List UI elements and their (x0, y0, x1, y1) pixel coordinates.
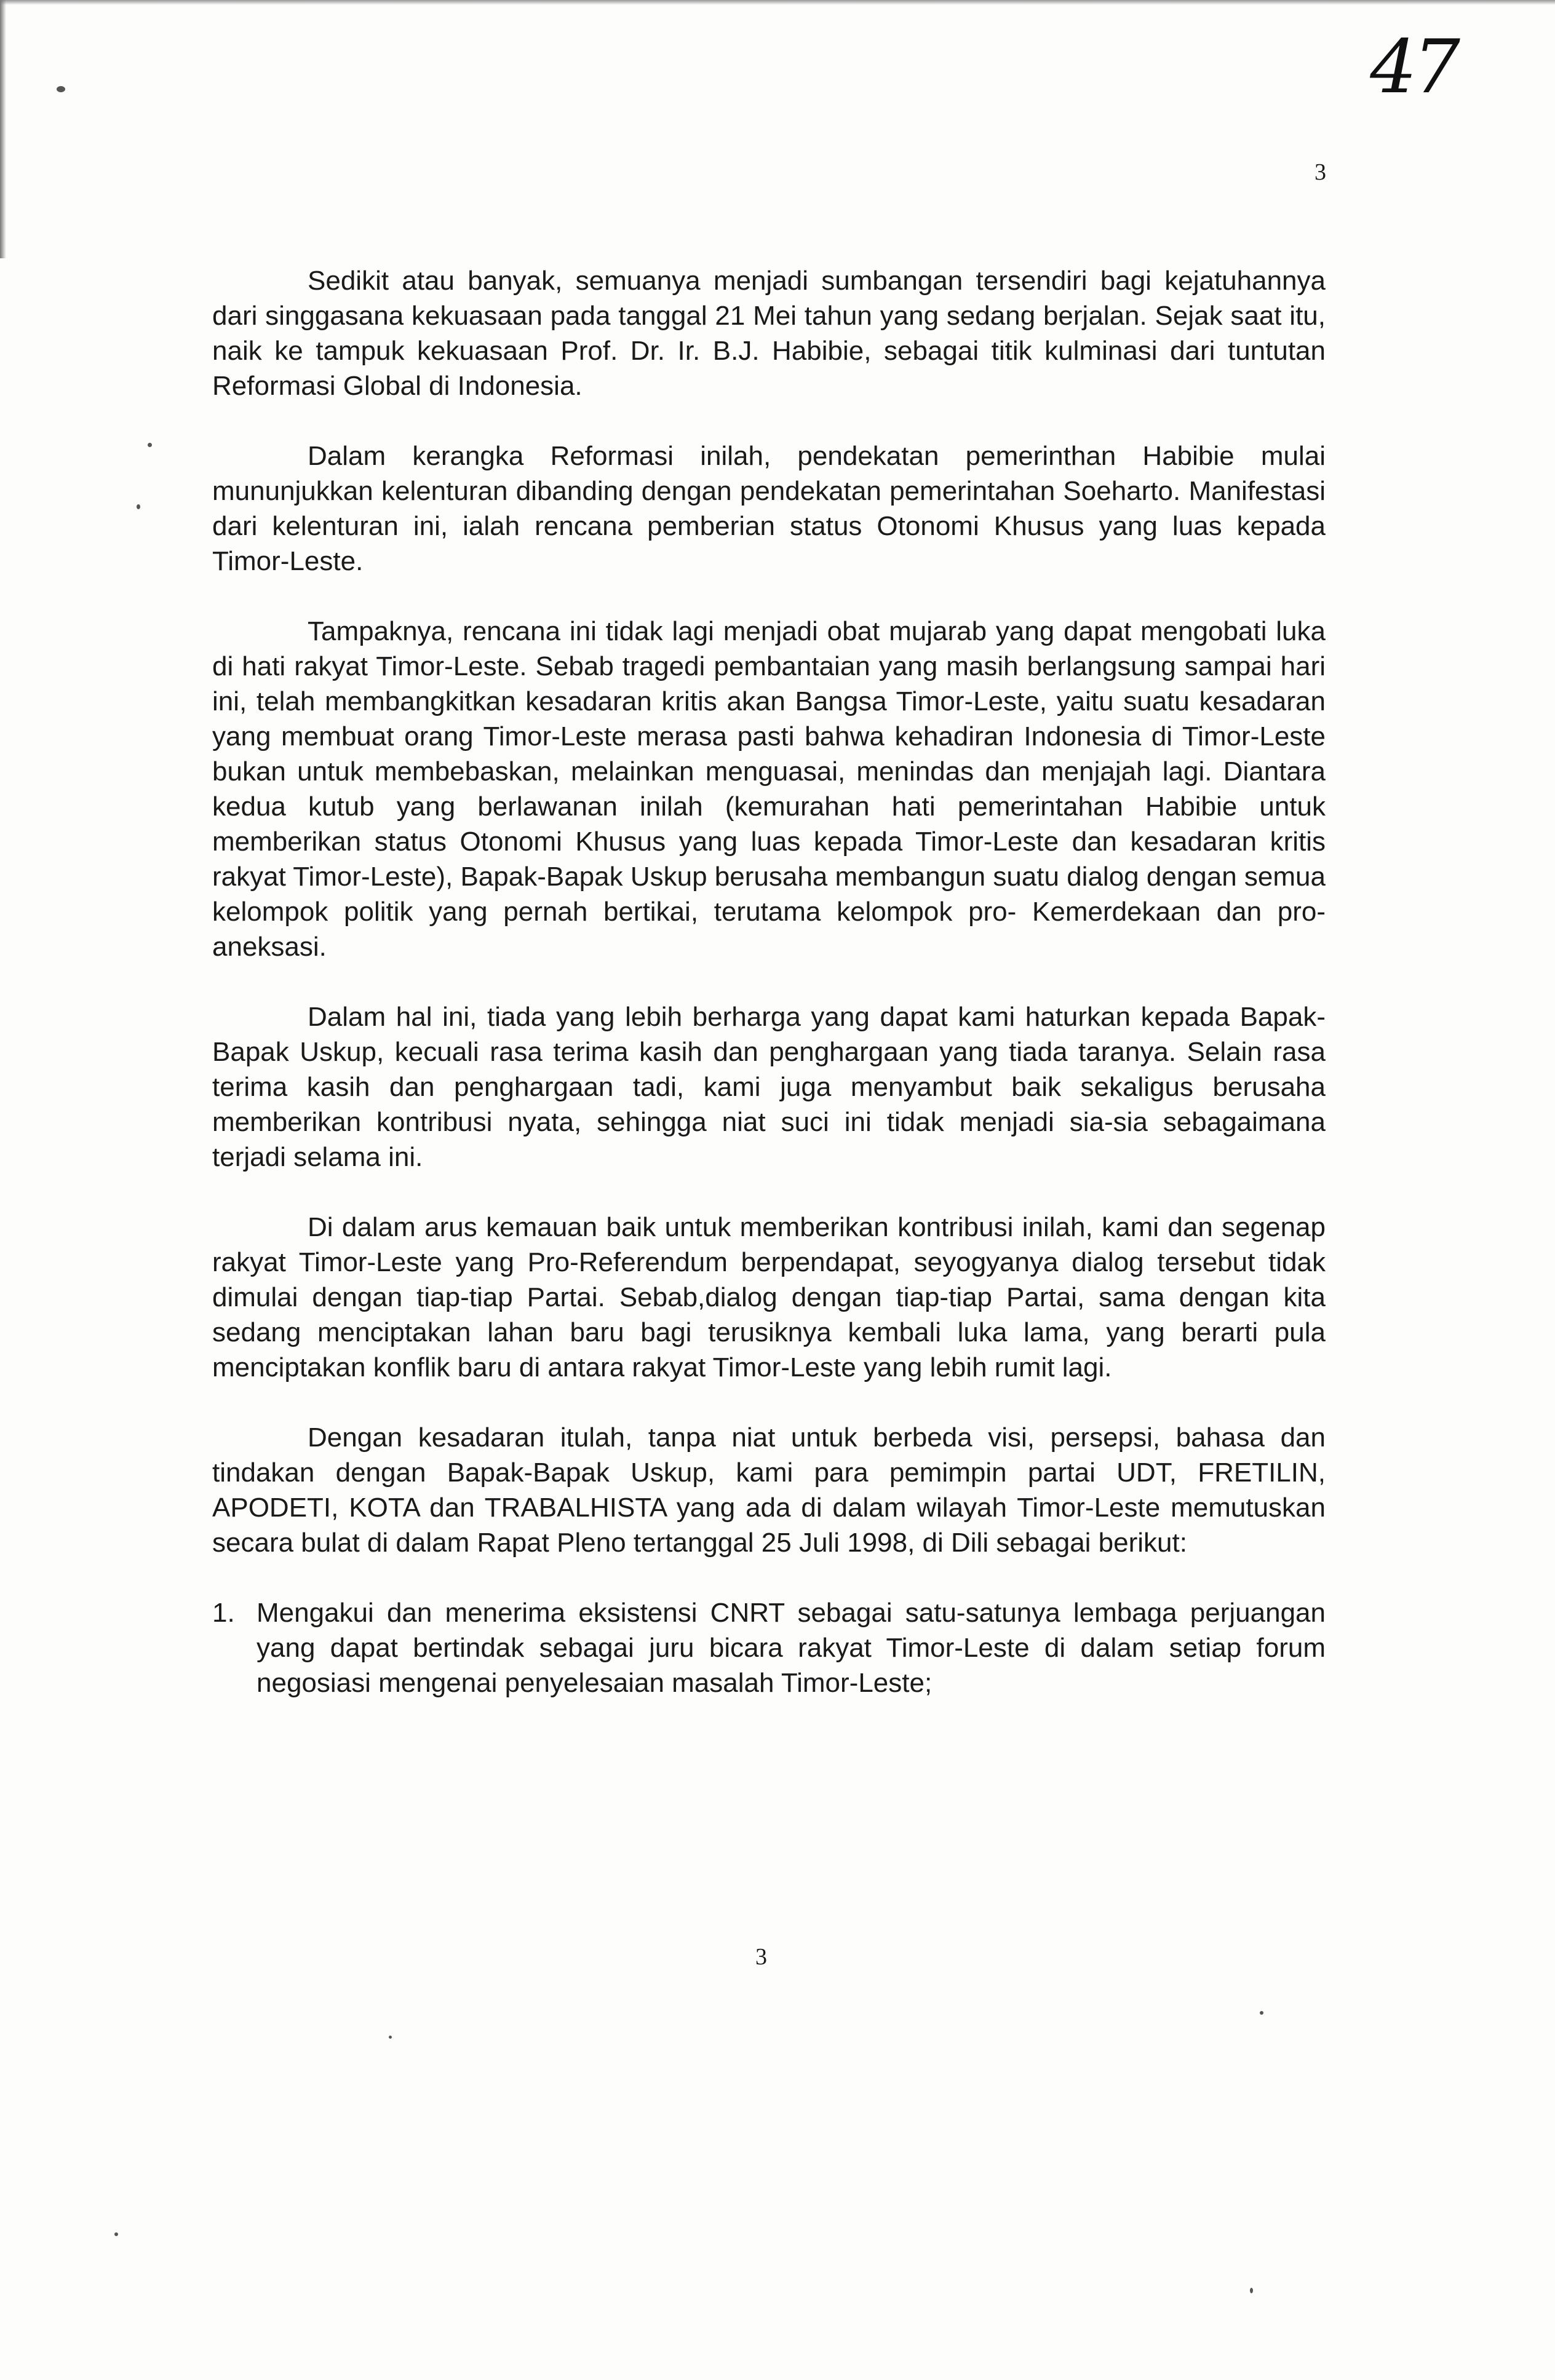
decision-number: 1. (212, 1598, 235, 1628)
document-body (212, 263, 1326, 1700)
paragraph-4: Dalam hal ini, tiada yang lebih berharga yang dapat kami haturkan kepada Bapak-Bapak Uskup, kecuali rasa terima kasih dan penghargaan yang tiada taranya. Selain rasa terima kasih dan penghargaan tadi, kami juga menyambut baik sekaligus berusaha memberikan kontribusi nyata, sehingga niat suci ini tidak menjadi sia-sia sebagaimana terjadi selama ini. (212, 1002, 1326, 1172)
scan-speck (114, 2232, 118, 2236)
scan-speck (1250, 2288, 1253, 2293)
paragraph-3: Tampaknya, rencana ini tidak lagi menjadi obat mujarab yang dapat mengobati luka di hati rakyat Timor-Leste. Sebab tragedi pembantaian yang masih berlangsung sampai hari ini, telah membangkitkan kesadaran kritis akan Bangsa Timor-Leste, yaitu suatu kesadaran yang membuat orang Timor-Leste merasa pasti bahwa kehadiran Indonesia di Timor-Leste bukan untuk membebaskan, melainkan menguasai, menindas dan menjajah lagi. Diantara kedua kutub yang berlawanan inilah (kemurahan hati pemerintahan Habibie untuk memberikan status Otonomi Khusus yang luas kepada Timor-Leste dan kesadaran kritis rakyat Timor-Leste), Bapak-Bapak Uskup berusaha membangun suatu dialog dengan semua kelompok politik yang pernah bertikai, terutama kelompok pro- Kemerdekaan dan pro-aneksasi. (212, 616, 1326, 962)
paragraph-6: Dengan kesadaran itulah, tanpa niat untuk berbeda visi, persepsi, bahasa dan tindakan dengan Bapak-Bapak Uskup, kami para pemimpin partai UDT, FRETILIN, APODETI, KOTA dan TRABALHISTA yang ada di dalam wilayah Timor-Leste memutuskan secara bulat di dalam Rapat Pleno tertanggal 25 Juli 1998, di Dili sebagai berikut: (212, 1422, 1326, 1558)
page-number-top: 3 (1314, 159, 1326, 185)
scan-speck (137, 504, 140, 509)
scan-speck (1260, 2011, 1263, 2015)
scan-speck (389, 2036, 392, 2039)
paragraph-1: Sedikit atau banyak, semuanya menjadi sumbangan tersendiri bagi kejatuhannya dari singgasana kekuasaan pada tanggal 21 Mei tahun yang sedang berjalan. Sejak saat itu, naik ke tampuk kekuasaan Prof. Dr. Ir. B.J. Habibie, sebagai titik kulminasi dari tuntutan Reformasi Global di Indonesia. (212, 266, 1326, 401)
paragraph-5: Di dalam arus kemauan baik untuk memberikan kontribusi inilah, kami dan segenap rakyat Timor-Leste yang Pro-Referendum berpendapat, seyogyanya dialog tersebut tidak dimulai dengan tiap-tiap Partai. Sebab,dialog dengan tiap-tiap Partai, sama dengan kita sedang menciptakan lahan baru bagi terusiknya kembali luka lama, yang berarti pula menciptakan konflik baru di antara rakyat Timor-Leste yang lebih rumit lagi. (212, 1212, 1326, 1382)
paragraph-2: Dalam kerangka Reformasi inilah, pendekatan pemerinthan Habibie mulai mununjukkan kelenturan dibanding dengan pendekatan pemerintahan Soeharto. Manifestasi dari kelenturan ini, ialah rencana pemberian status Otonomi Khusus yang luas kepada Timor-Leste. (212, 441, 1326, 576)
scan-left-edge (0, 0, 6, 258)
decision-item (212, 1595, 1326, 1700)
page-number-bottom: 3 (755, 1944, 767, 1970)
decision-text: Mengakui dan menerima eksistensi CNRT sebagai satu-satunya lembaga perjuangan yang dapat bertindak sebagai juru bicara rakyat Timor-Leste di dalam setiap forum negosiasi mengenai penyelesaian masalah Timor-Leste; (257, 1598, 1326, 1698)
handwritten-page-number: 47 (1370, 25, 1457, 110)
scan-speck (148, 443, 152, 447)
scan-speck (57, 86, 65, 92)
scan-top-edge (0, 0, 1555, 5)
decision-list (212, 1595, 1326, 1700)
